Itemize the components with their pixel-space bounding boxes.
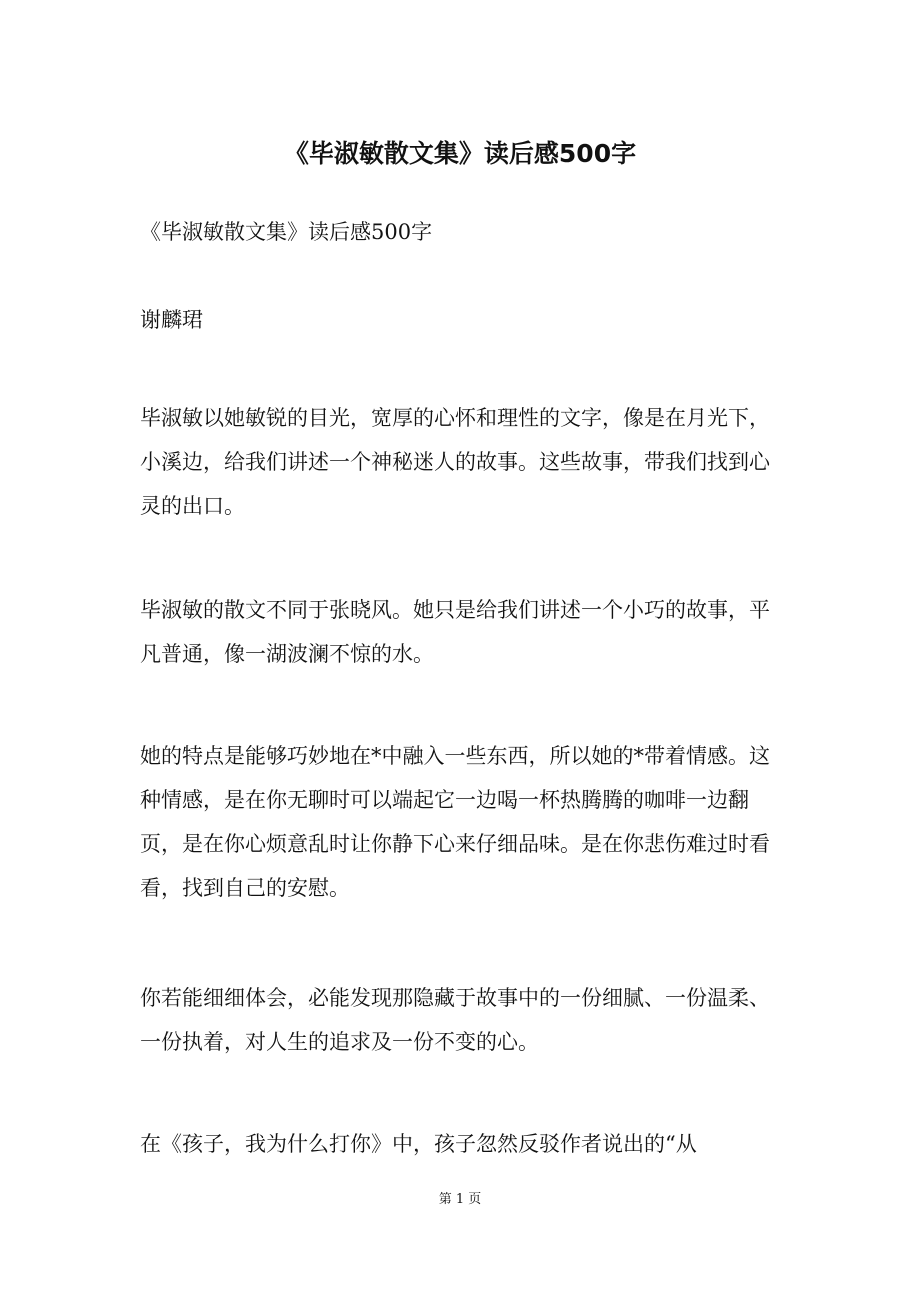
paragraph-1: 毕淑敏以她敏锐的目光，宽厚的心怀和理性的文字，像是在月光下，小溪边，给我们讲述一个神秘迷人的故事。这些故事，带我们找到心灵的出口。 xyxy=(140,406,770,518)
paragraph-2: 毕淑敏的散文不同于张晓风。她只是给我们讲述一个小巧的故事，平凡普通，像一湖波澜不惊的水。 xyxy=(140,598,770,666)
paragraph-3: 她的特点是能够巧妙地在*中融入一些东西，所以她的*带着情感。这种情感，是在你无聊时可以端起它一边喝一杯热腾腾的咖啡一边翻页，是在你心烦意乱时让你静下心来仔细品味。是在你悲伤难过时看看，找到自己的安慰。 xyxy=(140,744,770,900)
author-name: 谢麟珺 xyxy=(140,308,203,332)
document-title: 《毕淑敏散文集》读后感500字 xyxy=(283,139,637,168)
subtitle-line: 《毕淑敏散文集》读后感500字 xyxy=(140,220,433,244)
paragraph-5: 在《孩子，我为什么打你》中，孩子忽然反驳作者说出的“从 xyxy=(140,1132,697,1156)
paragraph-4: 你若能细细体会，必能发现那隐藏于故事中的一份细腻、一份温柔、一份执着，对人生的追求及一份不变的心。 xyxy=(140,986,770,1054)
page-number: 第 1 页 xyxy=(438,1192,482,1207)
